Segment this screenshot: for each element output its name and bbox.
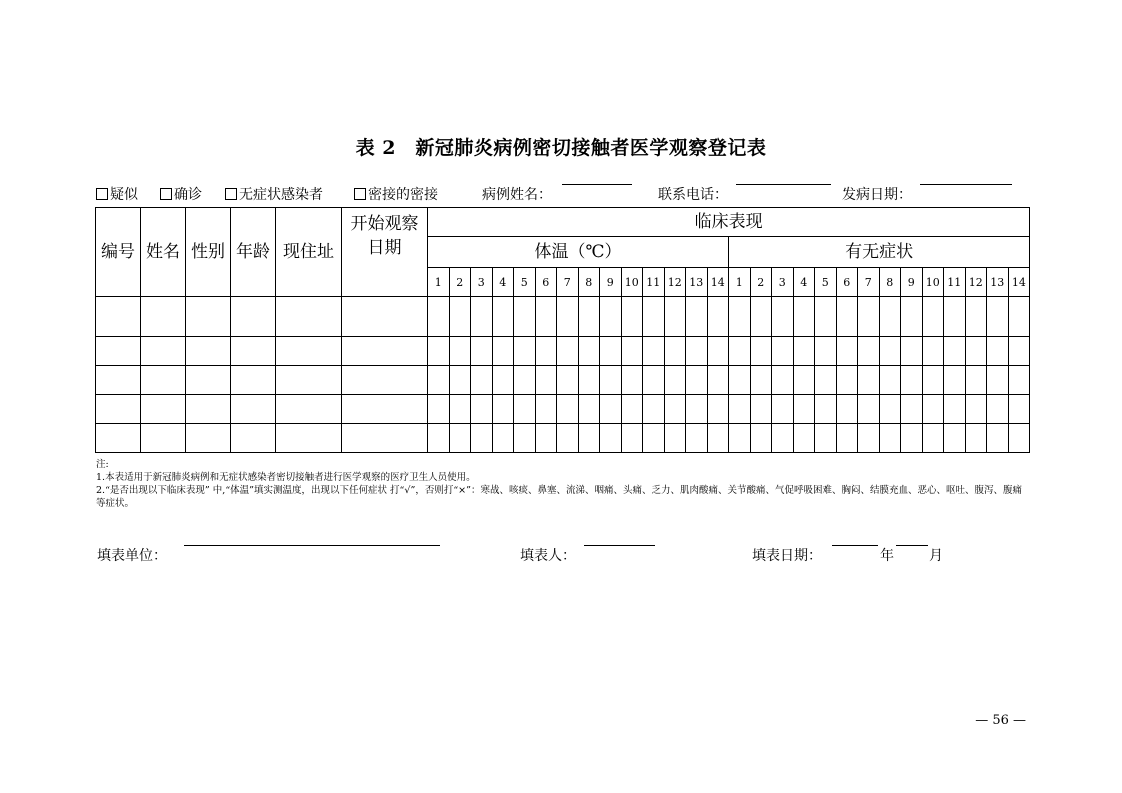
option-label: 确诊 <box>174 187 202 203</box>
temperature-day-3: 3 <box>471 268 493 297</box>
table-cell[interactable] <box>793 424 815 453</box>
table-cell[interactable] <box>901 297 923 337</box>
table-cell[interactable] <box>428 337 450 366</box>
header-symptoms: 有无症状 <box>729 237 1030 268</box>
table-cell[interactable] <box>492 395 514 424</box>
symptom-day-6: 6 <box>836 268 858 297</box>
table-cell[interactable] <box>231 337 276 366</box>
phone-label: 联系电话： <box>658 187 728 203</box>
table-cell[interactable] <box>836 395 858 424</box>
table-cell[interactable] <box>707 424 729 453</box>
table-cell[interactable] <box>492 297 514 337</box>
option-label: 无症状感染者 <box>239 187 323 203</box>
temperature-day-13: 13 <box>686 268 708 297</box>
table-cell[interactable] <box>965 297 987 337</box>
table-cell[interactable] <box>557 297 579 337</box>
table-cell[interactable] <box>965 337 987 366</box>
table-row <box>96 297 1030 337</box>
table-cell[interactable] <box>1008 395 1030 424</box>
table-cell[interactable] <box>664 337 686 366</box>
temperature-day-5: 5 <box>514 268 536 297</box>
page-number: — 56 — <box>975 713 1026 728</box>
table-cell[interactable] <box>621 366 643 395</box>
table-cell[interactable] <box>901 395 923 424</box>
table-cell[interactable] <box>96 424 141 453</box>
table-cell[interactable] <box>707 297 729 337</box>
table-cell[interactable] <box>621 337 643 366</box>
temperature-day-4: 4 <box>492 268 514 297</box>
table-cell[interactable] <box>471 297 493 337</box>
table-cell[interactable] <box>557 424 579 453</box>
symptom-day-1: 1 <box>729 268 751 297</box>
table-cell[interactable] <box>643 395 665 424</box>
table-cell[interactable] <box>944 395 966 424</box>
table-cell[interactable] <box>621 424 643 453</box>
table-cell[interactable] <box>750 337 772 366</box>
table-cell[interactable] <box>686 424 708 453</box>
header-clinical: 临床表现 <box>428 208 1030 237</box>
table-cell[interactable] <box>231 297 276 337</box>
table-cell[interactable] <box>231 424 276 453</box>
table-cell[interactable] <box>750 297 772 337</box>
table-cell[interactable] <box>965 424 987 453</box>
table-cell[interactable] <box>815 424 837 453</box>
temperature-day-2: 2 <box>449 268 471 297</box>
table-cell[interactable] <box>492 424 514 453</box>
table-cell[interactable] <box>600 395 622 424</box>
header-age: 年龄 <box>231 208 276 297</box>
table-cell[interactable] <box>686 366 708 395</box>
table-cell[interactable] <box>858 297 880 337</box>
table-cell[interactable] <box>578 424 600 453</box>
table-cell[interactable] <box>815 366 837 395</box>
table-cell[interactable] <box>535 366 557 395</box>
table-cell[interactable] <box>686 297 708 337</box>
table-row <box>96 395 1030 424</box>
table-cell[interactable] <box>492 366 514 395</box>
table-cell[interactable] <box>276 424 342 453</box>
header-start-date-line2: 日期 <box>367 238 402 258</box>
table-cell[interactable] <box>922 366 944 395</box>
table-cell[interactable] <box>836 297 858 337</box>
table-row <box>96 366 1030 395</box>
table-cell[interactable] <box>922 424 944 453</box>
table-cell[interactable] <box>750 366 772 395</box>
table-cell[interactable] <box>643 366 665 395</box>
table-cell[interactable] <box>342 337 428 366</box>
table-cell[interactable] <box>664 395 686 424</box>
table-cell[interactable] <box>729 366 751 395</box>
symptom-day-12: 12 <box>965 268 987 297</box>
table-cell[interactable] <box>901 366 923 395</box>
table-cell[interactable] <box>836 337 858 366</box>
table-cell[interactable] <box>1008 337 1030 366</box>
table-cell[interactable] <box>815 297 837 337</box>
table-cell[interactable] <box>141 424 186 453</box>
symptom-day-8: 8 <box>879 268 901 297</box>
temperature-day-8: 8 <box>578 268 600 297</box>
symptom-day-5: 5 <box>815 268 837 297</box>
header-start-date-line1: 开始观察 <box>350 214 419 234</box>
table-cell[interactable] <box>514 297 536 337</box>
table-cell[interactable] <box>342 424 428 453</box>
table-cell[interactable] <box>686 395 708 424</box>
table-cell[interactable] <box>815 337 837 366</box>
table-cell[interactable] <box>858 395 880 424</box>
table-cell[interactable] <box>793 297 815 337</box>
table-cell[interactable] <box>141 366 186 395</box>
option-label: 密接的密接 <box>368 187 438 203</box>
table-cell[interactable] <box>922 297 944 337</box>
table-cell[interactable] <box>600 337 622 366</box>
table-cell[interactable] <box>471 366 493 395</box>
temperature-day-9: 9 <box>600 268 622 297</box>
table-cell[interactable] <box>535 337 557 366</box>
temperature-day-10: 10 <box>621 268 643 297</box>
month-field[interactable] <box>896 545 928 546</box>
filler-label: 填表人： <box>520 548 576 564</box>
table-cell[interactable] <box>707 337 729 366</box>
table-cell[interactable] <box>428 366 450 395</box>
symptom-day-3: 3 <box>772 268 794 297</box>
header-sex: 性别 <box>186 208 231 297</box>
table-cell[interactable] <box>815 395 837 424</box>
table-cell[interactable] <box>793 337 815 366</box>
page-title: 表 2 新冠肺炎病例密切接触者医学观察登记表 <box>355 137 767 159</box>
table-cell[interactable] <box>729 337 751 366</box>
table-row <box>96 424 1030 453</box>
symptom-day-13: 13 <box>987 268 1009 297</box>
onset-date-label: 发病日期： <box>842 187 912 203</box>
table-cell[interactable] <box>471 424 493 453</box>
checkbox-icon[interactable] <box>160 188 172 200</box>
table-cell[interactable] <box>578 337 600 366</box>
table-cell[interactable] <box>836 424 858 453</box>
table-cell[interactable] <box>186 297 231 337</box>
table-cell[interactable] <box>514 366 536 395</box>
table-cell[interactable] <box>621 297 643 337</box>
case-criteria-row <box>96 184 1026 206</box>
table-cell[interactable] <box>186 337 231 366</box>
table-cell[interactable] <box>449 297 471 337</box>
checkbox-icon[interactable] <box>96 188 108 200</box>
symptom-day-10: 10 <box>922 268 944 297</box>
table-cell[interactable] <box>449 424 471 453</box>
table-cell[interactable] <box>428 297 450 337</box>
table-cell[interactable] <box>342 366 428 395</box>
table-cell[interactable] <box>600 366 622 395</box>
table-cell[interactable] <box>944 424 966 453</box>
table-cell[interactable] <box>922 337 944 366</box>
table-cell[interactable] <box>901 424 923 453</box>
year-label: 年 <box>880 548 894 564</box>
month-label: 月 <box>929 548 943 564</box>
table-cell[interactable] <box>664 424 686 453</box>
table-cell[interactable] <box>578 297 600 337</box>
option-confirmed[interactable] <box>160 184 202 204</box>
temperature-day-6: 6 <box>535 268 557 297</box>
table-cell[interactable] <box>944 366 966 395</box>
table-cell[interactable] <box>231 395 276 424</box>
symptom-day-2: 2 <box>750 268 772 297</box>
table-cell[interactable] <box>449 337 471 366</box>
table-cell[interactable] <box>879 424 901 453</box>
filler-field[interactable] <box>584 545 655 546</box>
table-cell[interactable] <box>664 297 686 337</box>
table-cell[interactable] <box>965 366 987 395</box>
table-cell[interactable] <box>772 366 794 395</box>
table-cell[interactable] <box>643 297 665 337</box>
unit-label: 填表单位： <box>97 548 167 564</box>
table-cell[interactable] <box>750 424 772 453</box>
form-footer <box>0 545 1122 569</box>
option-label: 疑似 <box>110 187 138 203</box>
table-cell[interactable] <box>186 424 231 453</box>
table-cell[interactable] <box>1008 366 1030 395</box>
table-cell[interactable] <box>858 424 880 453</box>
symptom-day-11: 11 <box>944 268 966 297</box>
option-secondary-contact[interactable] <box>354 184 438 204</box>
table-cell[interactable] <box>186 366 231 395</box>
table-cell[interactable] <box>276 337 342 366</box>
table-cell[interactable] <box>449 395 471 424</box>
table-cell[interactable] <box>987 297 1009 337</box>
temperature-day-1: 1 <box>428 268 450 297</box>
table-cell[interactable] <box>141 337 186 366</box>
header-name: 姓名 <box>141 208 186 297</box>
symptom-day-7: 7 <box>858 268 880 297</box>
table-cell[interactable] <box>96 337 141 366</box>
table-cell[interactable] <box>750 395 772 424</box>
table-cell[interactable] <box>1008 424 1030 453</box>
table-cell[interactable] <box>879 366 901 395</box>
table-cell[interactable] <box>342 297 428 337</box>
checkbox-icon[interactable] <box>354 188 366 200</box>
table-cell[interactable] <box>535 297 557 337</box>
table-cell[interactable] <box>707 366 729 395</box>
option-asymptomatic[interactable] <box>225 184 323 204</box>
onset-date-field[interactable] <box>920 184 1012 185</box>
case-name-label: 病例姓名： <box>482 187 552 203</box>
note-2: 2.“是否出现以下临床表现” 中,“体温”填实测温度，出现以下任何症状 打“√”，否则打“×”：寒战、咳痰、鼻塞、流涕、咽痛、头痛、乏力、肌肉酸痛、关节酸痛、气促呼吸困难、胸闷、结膜充血、恶心、呕吐、腹泻、腹痛等症状。 <box>96 485 1022 509</box>
fill-date-label: 填表日期： <box>752 548 822 564</box>
table-cell[interactable] <box>535 424 557 453</box>
temperature-day-14: 14 <box>707 268 729 297</box>
header-address: 现住址 <box>276 208 342 297</box>
table-cell[interactable] <box>643 424 665 453</box>
option-suspected[interactable] <box>96 184 138 204</box>
table-cell[interactable] <box>836 366 858 395</box>
table-cell[interactable] <box>276 395 342 424</box>
table-cell[interactable] <box>578 395 600 424</box>
table-cell[interactable] <box>471 395 493 424</box>
table-cell[interactable] <box>772 395 794 424</box>
table-cell[interactable] <box>96 297 141 337</box>
table-cell[interactable] <box>944 337 966 366</box>
table-cell[interactable] <box>276 366 342 395</box>
table-cell[interactable] <box>342 395 428 424</box>
table-cell[interactable] <box>793 395 815 424</box>
temperature-day-12: 12 <box>664 268 686 297</box>
table-cell[interactable] <box>729 395 751 424</box>
table-cell[interactable] <box>428 395 450 424</box>
table-cell[interactable] <box>557 366 579 395</box>
table-cell[interactable] <box>987 424 1009 453</box>
table-cell[interactable] <box>793 366 815 395</box>
table-cell[interactable] <box>858 337 880 366</box>
table-cell[interactable] <box>1008 297 1030 337</box>
temperature-day-7: 7 <box>557 268 579 297</box>
table-cell[interactable] <box>578 366 600 395</box>
table-cell[interactable] <box>643 337 665 366</box>
header-start-date <box>342 208 428 297</box>
table-cell[interactable] <box>514 395 536 424</box>
table-cell[interactable] <box>858 366 880 395</box>
note-1: 1.本表适用于新冠肺炎病例和无症状感染者密切接触者进行医学观察的医疗卫生人员使用。 <box>96 472 476 483</box>
table-row <box>96 337 1030 366</box>
table-cell[interactable] <box>535 395 557 424</box>
header-temperature: 体温（℃） <box>428 237 729 268</box>
table-cell[interactable] <box>141 297 186 337</box>
phone-field[interactable] <box>736 184 831 185</box>
table-cell[interactable] <box>557 337 579 366</box>
table-cell[interactable] <box>772 337 794 366</box>
table-cell[interactable] <box>729 424 751 453</box>
table-cell[interactable] <box>922 395 944 424</box>
notes-section <box>96 458 1031 510</box>
table-cell[interactable] <box>276 297 342 337</box>
symptom-day-9: 9 <box>901 268 923 297</box>
table-cell[interactable] <box>428 424 450 453</box>
symptom-day-4: 4 <box>793 268 815 297</box>
table-cell[interactable] <box>141 395 186 424</box>
table-cell[interactable] <box>965 395 987 424</box>
table-cell[interactable] <box>686 337 708 366</box>
table-cell[interactable] <box>621 395 643 424</box>
table-cell[interactable] <box>944 297 966 337</box>
table-cell[interactable] <box>514 424 536 453</box>
table-cell[interactable] <box>96 395 141 424</box>
table-cell[interactable] <box>664 366 686 395</box>
table-cell[interactable] <box>600 424 622 453</box>
header-id: 编号 <box>96 208 141 297</box>
table-cell[interactable] <box>987 395 1009 424</box>
table-cell[interactable] <box>879 395 901 424</box>
table-cell[interactable] <box>514 337 536 366</box>
table-cell[interactable] <box>471 337 493 366</box>
table-cell[interactable] <box>600 297 622 337</box>
symptom-day-14: 14 <box>1008 268 1030 297</box>
table-cell[interactable] <box>707 395 729 424</box>
observation-table <box>95 207 1030 453</box>
year-field[interactable] <box>832 545 878 546</box>
table-cell[interactable] <box>186 395 231 424</box>
case-name-field[interactable] <box>562 184 632 185</box>
unit-field[interactable] <box>184 545 440 546</box>
notes-head: 注: <box>96 459 109 470</box>
table-cell[interactable] <box>879 337 901 366</box>
table-cell[interactable] <box>772 424 794 453</box>
table-cell[interactable] <box>987 337 1009 366</box>
table-cell[interactable] <box>96 366 141 395</box>
table-cell[interactable] <box>772 297 794 337</box>
table-cell[interactable] <box>557 395 579 424</box>
table-cell[interactable] <box>879 297 901 337</box>
checkbox-icon[interactable] <box>225 188 237 200</box>
table-cell[interactable] <box>729 297 751 337</box>
table-cell[interactable] <box>987 366 1009 395</box>
table-cell[interactable] <box>492 337 514 366</box>
table-cell[interactable] <box>901 337 923 366</box>
temperature-day-11: 11 <box>643 268 665 297</box>
table-cell[interactable] <box>231 366 276 395</box>
table-cell[interactable] <box>449 366 471 395</box>
